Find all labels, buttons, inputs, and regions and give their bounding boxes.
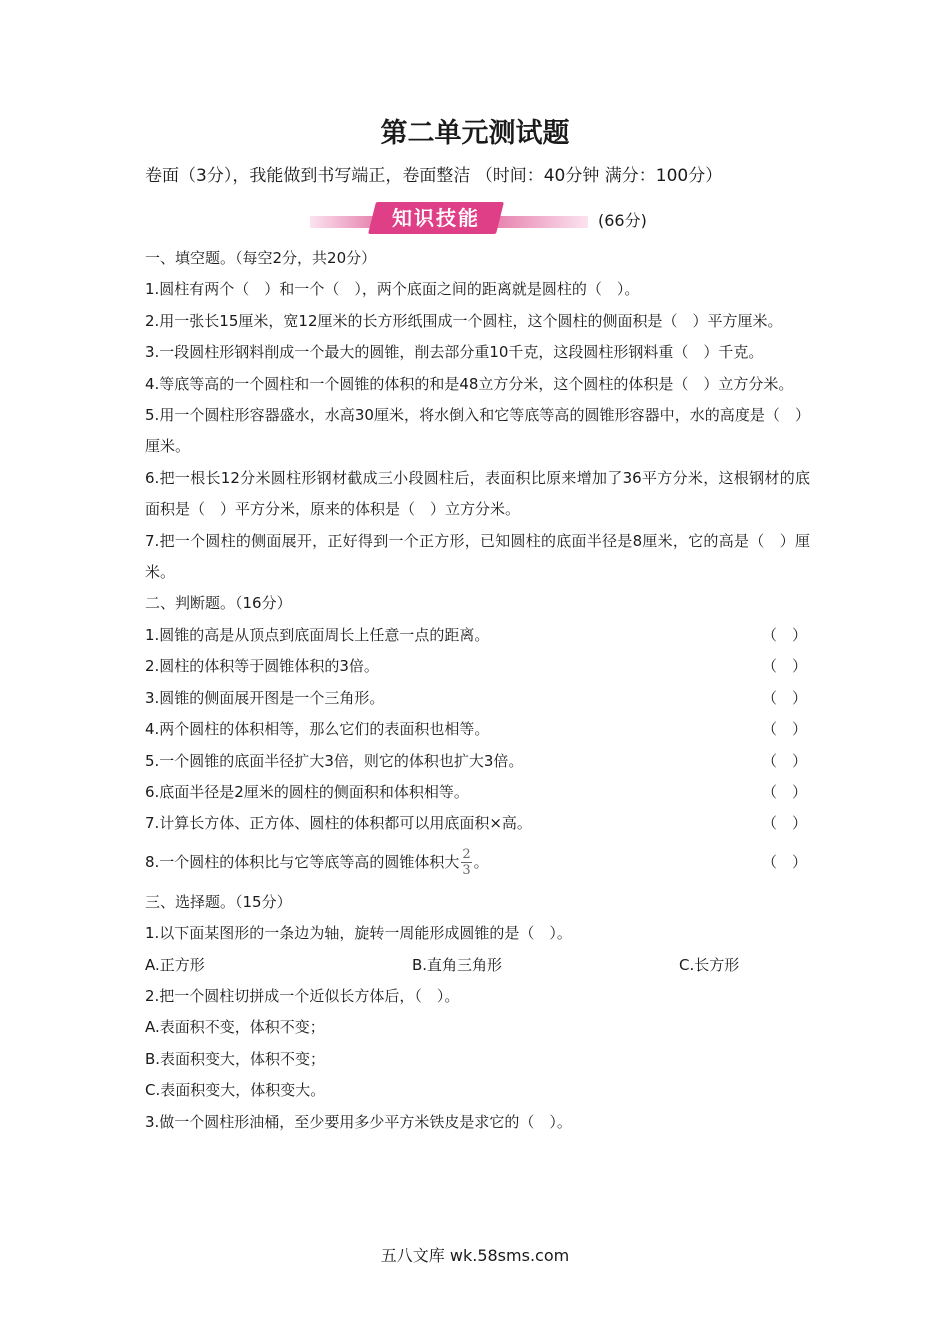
answer-bracket: （ ）: [762, 814, 808, 833]
banner-right-stripe: [488, 216, 588, 228]
answer-bracket: （ ）: [762, 625, 808, 644]
section-heading-judge: 二、判断题。（16分）: [145, 594, 292, 613]
judge-question-6: [145, 777, 810, 808]
banner-label: 知识技能: [392, 206, 480, 230]
judge-question-text: 1.圆锥的高是从顶点到底面周长上任意一点的距离。: [145, 625, 490, 644]
answer-bracket: （ ）: [762, 657, 808, 676]
judge-question-2: [145, 651, 810, 682]
fill-question-4: 4.等底等高的一个圆柱和一个圆锥的体积的和是48立方分米，这个圆柱的体积是（ ）立方分米。: [145, 374, 794, 393]
question-list: [145, 243, 810, 1138]
judge-question-3: [145, 683, 810, 714]
option-a: A.正方形: [145, 955, 205, 974]
judge-question-text: 5.一个圆锥的底面半径扩大3倍，则它的体积也扩大3倍。: [145, 751, 524, 770]
section-heading-choice: 三、选择题。（15分）: [145, 892, 292, 911]
judge-question-4: [145, 714, 810, 745]
judge-question-7: [145, 808, 810, 839]
option-b: B.表面积变大，体积不变；: [145, 1049, 326, 1068]
option-c: C.长方形: [679, 955, 740, 974]
judge-question-5: [145, 746, 810, 777]
fraction-two-thirds: [461, 847, 471, 878]
answer-bracket: （ ）: [762, 751, 808, 770]
choice-question-3: 3.做一个圆柱形油桶，至少要用多少平方米铁皮是求它的（ ）。: [145, 1112, 572, 1131]
judge-question-text: 2.圆柱的体积等于圆锥体积的3倍。: [145, 657, 379, 676]
fill-question-7: 7.把一个圆柱的侧面展开，正好得到一个正方形，已知圆柱的底面半径是8厘米，它的高是（ ）厘米。: [145, 531, 810, 582]
answer-bracket: （ ）: [762, 782, 808, 801]
answer-bracket: （ ）: [762, 688, 808, 707]
fill-question-2: 2.用一张长15厘米，宽12厘米的长方形纸围成一个圆柱，这个圆柱的侧面积是（ ）平方厘米。: [145, 311, 783, 330]
page-title: 第二单元测试题: [380, 118, 570, 149]
judge-question-1: [145, 620, 810, 651]
judge-question-text: 7.计算长方体、正方体、圆柱的体积都可以用底面积×高。: [145, 814, 532, 833]
fraction-denominator: 3: [462, 862, 471, 878]
answer-bracket: （ ）: [762, 852, 808, 871]
judge-question-8: [145, 840, 810, 884]
option-c: C.表面积变大，体积变大。: [145, 1081, 326, 1100]
fill-question-1: 1.圆柱有两个（ ）和一个（ ），两个底面之间的距离就是圆柱的（ ）。: [145, 280, 640, 299]
judge-question-text: 6.底面半径是2厘米的圆柱的侧面积和体积相等。: [145, 782, 469, 801]
judge-question-text: [145, 840, 489, 884]
section-heading-fill: 一、填空题。（每空2分，共20分）: [145, 249, 377, 267]
answer-bracket: （ ）: [762, 720, 808, 739]
judge-question-8-end: 。: [473, 852, 489, 871]
option-b: B.直角三角形: [412, 955, 503, 974]
choice-question-1: 1.以下面某图形的一条边为轴，旋转一周能形成圆锥的是（ ）。: [145, 924, 572, 943]
fill-question-6: 6.把一根长12分米圆柱形钢材截成三小段圆柱后，表面积比原来增加了36平方分米，这根钢材的底面积是（ ）平方分米，原来的体积是（ ）立方分米。: [145, 468, 810, 519]
section-banner: [300, 200, 660, 240]
option-a: A.表面积不变，体积不变；: [145, 1018, 325, 1037]
judge-question-text: 3.圆锥的侧面展开图是一个三角形。: [145, 688, 385, 707]
page-subtitle: 卷面（3分），我能做到书写端正，卷面整洁 （时间：40分钟 满分：100分）: [145, 166, 723, 186]
banner-score: (66分): [598, 211, 647, 230]
judge-question-8-text: 8.一个圆柱的体积比与它等底等高的圆锥体积大: [145, 852, 460, 871]
choice-question-2: 2.把一个圆柱切拼成一个近似长方体后，（ ）。: [145, 986, 460, 1005]
fill-question-3: 3.一段圆柱形钢料削成一个最大的圆锥，削去部分重10千克，这段圆柱形钢料重（ ）千克。: [145, 343, 764, 362]
fraction-numerator: 2: [462, 846, 471, 862]
judge-question-text: 4.两个圆柱的体积相等，那么它们的表面积也相等。: [145, 720, 490, 739]
fill-question-5: 5.用一个圆柱形容器盛水，水高30厘米，将水倒入和它等底等高的圆锥形容器中，水的高度是（ ）厘米。: [145, 406, 810, 456]
page-footer: 五八文库 wk.58sms.com: [380, 1246, 570, 1265]
choice-options-1: [145, 950, 810, 981]
